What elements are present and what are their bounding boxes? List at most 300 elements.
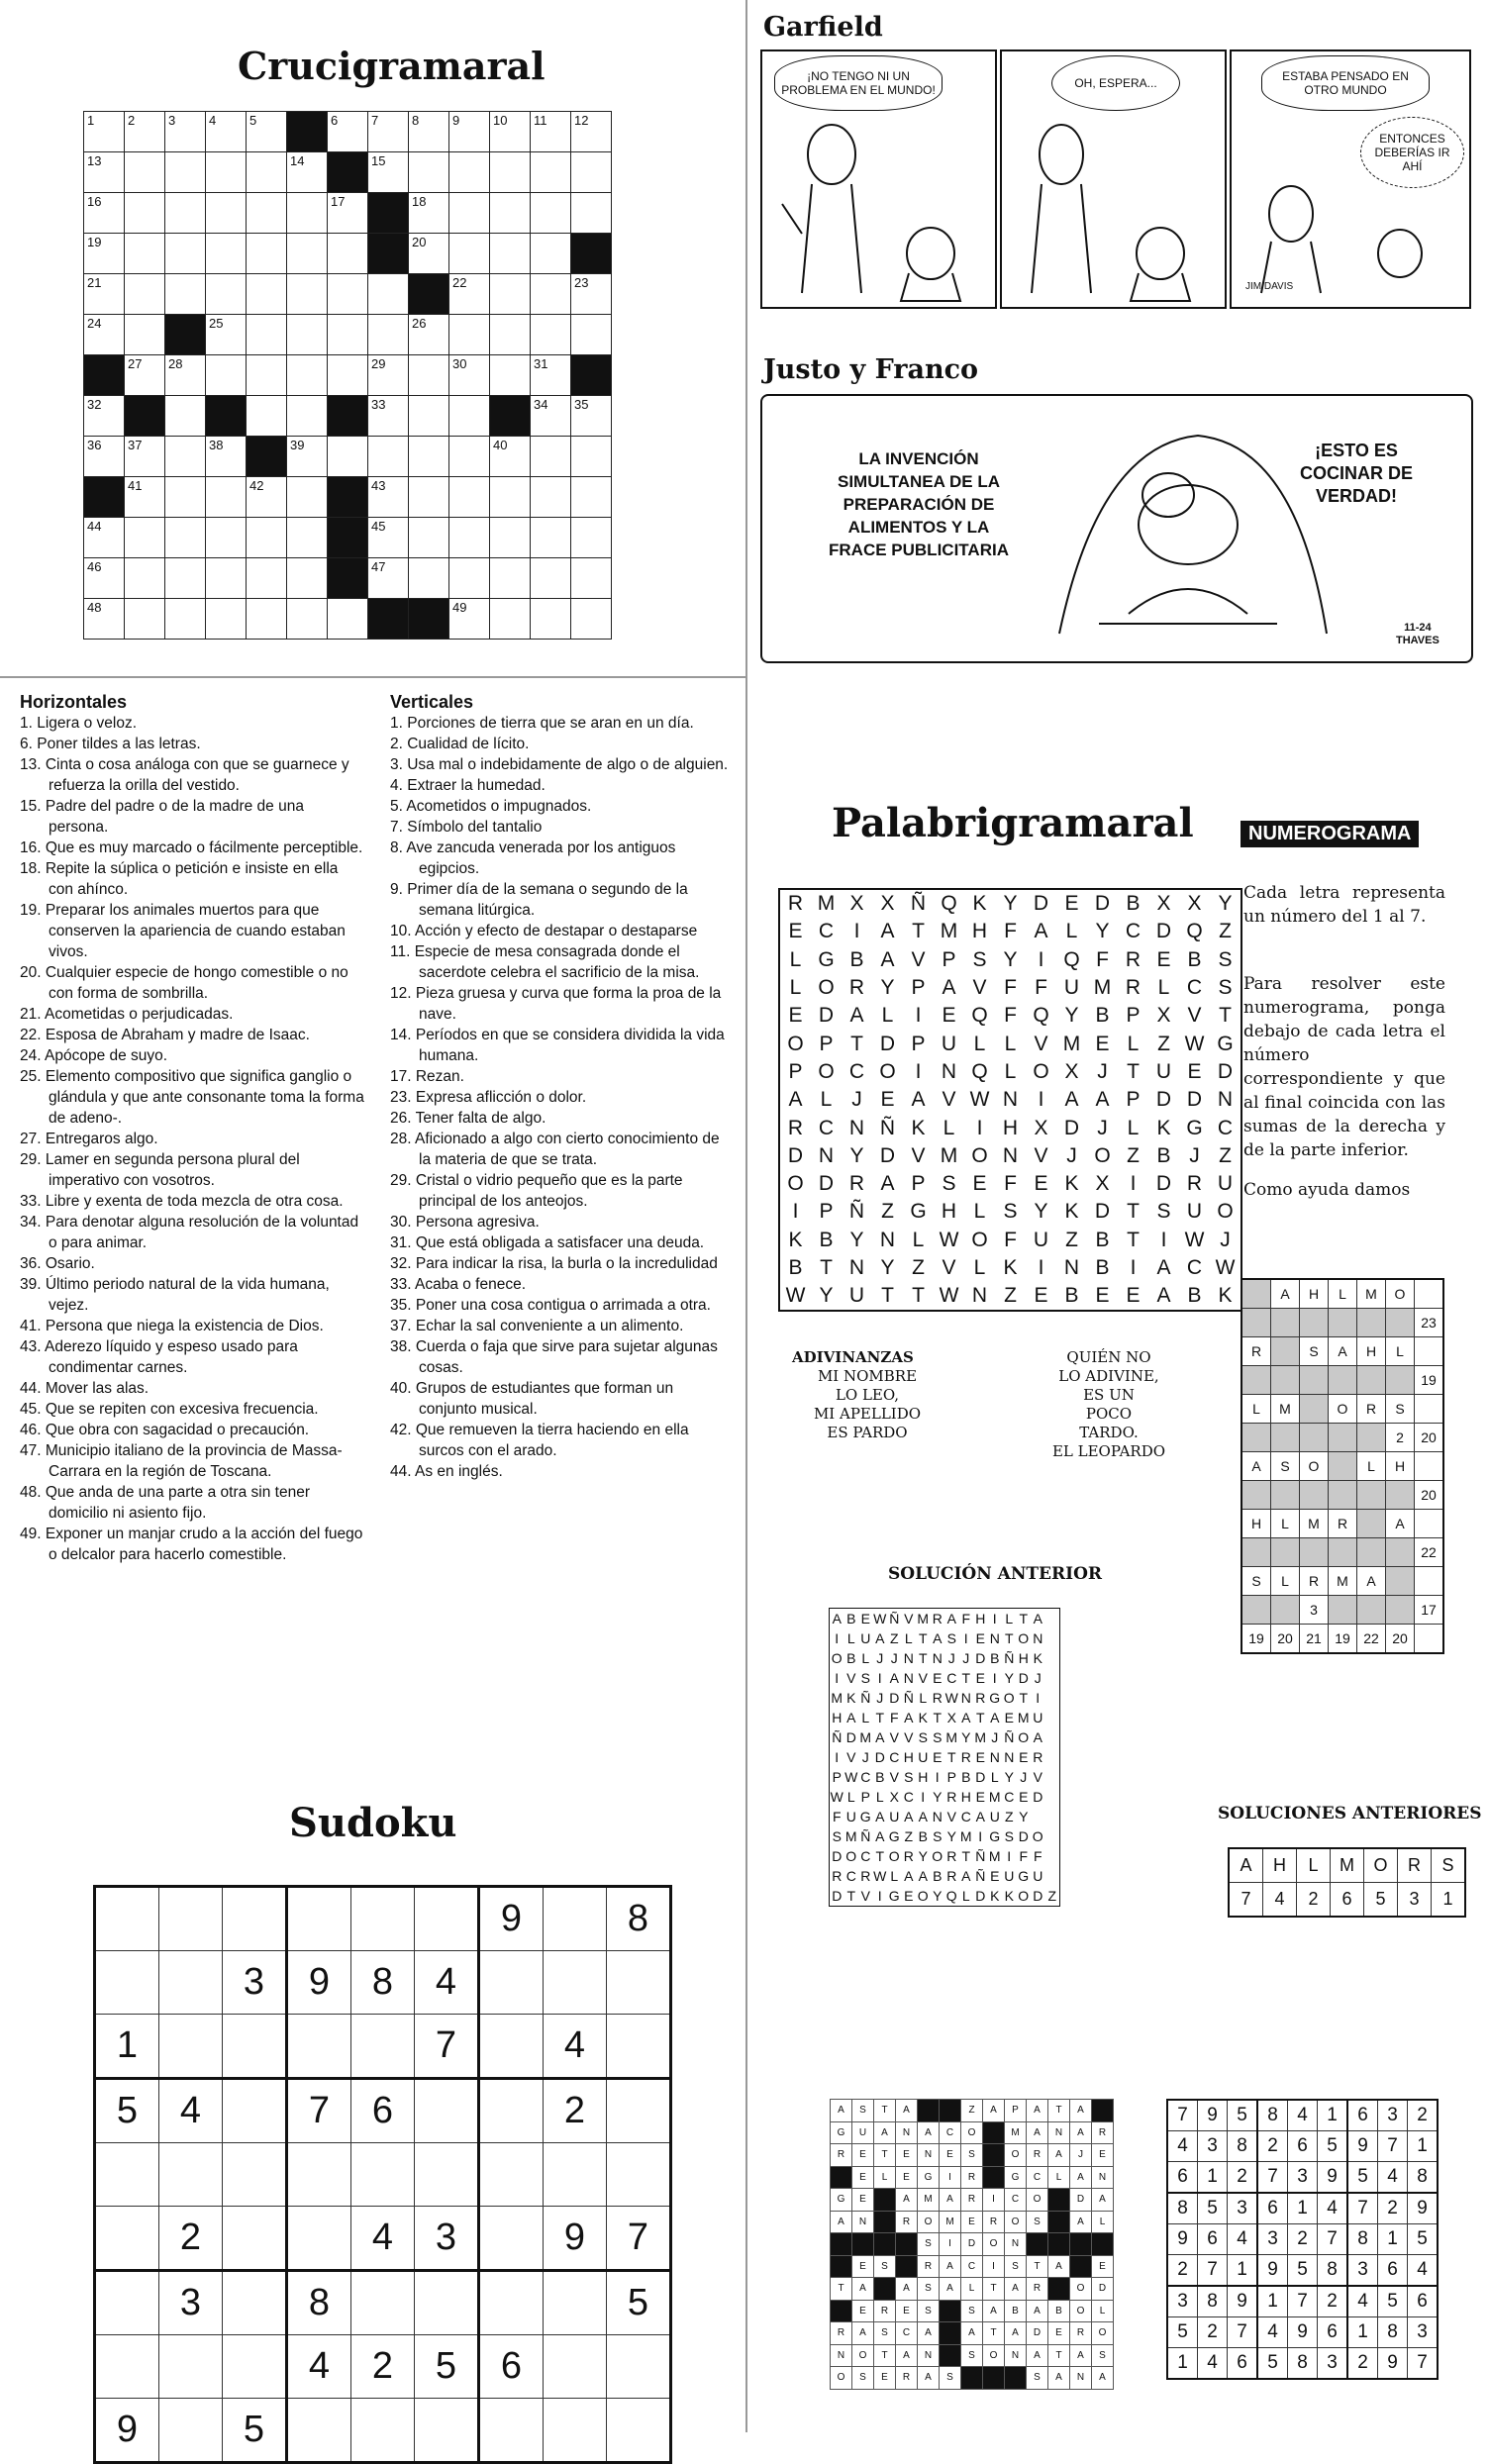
letter-cell[interactable]: L <box>1157 976 1170 1000</box>
letter-cell[interactable]: U <box>1217 1172 1234 1196</box>
sudoku-cell[interactable] <box>223 2207 287 2271</box>
letter-cell[interactable]: R <box>787 1116 804 1139</box>
letter-cell[interactable]: Q <box>1033 1004 1049 1028</box>
letter-cell[interactable]: P <box>942 947 956 971</box>
letter-cell[interactable]: L <box>1127 1116 1140 1139</box>
crossword-cell[interactable] <box>328 112 368 152</box>
letter-cell[interactable]: I <box>1130 1256 1137 1279</box>
letter-cell[interactable]: E <box>1034 1172 1048 1196</box>
crossword-cell[interactable] <box>490 234 531 274</box>
letter-cell[interactable]: N <box>1002 1143 1019 1167</box>
letter-cell[interactable]: Z <box>1004 1284 1017 1308</box>
letter-cell[interactable]: A <box>1034 920 1048 943</box>
numerograma-cell[interactable] <box>1241 1481 1271 1510</box>
letter-cell[interactable]: P <box>1126 1004 1141 1028</box>
letter-cell[interactable]: R <box>1125 976 1142 1000</box>
letter-cell[interactable]: T <box>1219 1004 1232 1028</box>
letter-cell[interactable]: D <box>1186 1088 1203 1112</box>
crossword-cell[interactable] <box>165 234 206 274</box>
crossword-cell[interactable] <box>490 518 531 558</box>
crossword-cell[interactable] <box>125 274 165 315</box>
letter-cell[interactable]: O <box>1094 1143 1111 1167</box>
crossword-cell[interactable] <box>368 112 409 152</box>
crossword-cell[interactable] <box>247 477 287 518</box>
numerograma-cell[interactable] <box>1241 1366 1271 1395</box>
crossword-cell[interactable] <box>531 152 571 193</box>
crossword-cell[interactable] <box>287 274 328 315</box>
sudoku-cell[interactable]: 9 <box>479 1887 544 1951</box>
sudoku-cell[interactable] <box>223 2335 287 2399</box>
letter-cell[interactable]: I <box>1038 1088 1044 1112</box>
letter-cell[interactable]: V <box>911 947 926 971</box>
letter-cell[interactable]: U <box>1186 1200 1203 1224</box>
crossword-cell[interactable] <box>84 234 125 274</box>
letter-cell[interactable]: U <box>1063 976 1080 1000</box>
crossword-cell[interactable] <box>490 193 531 234</box>
letter-cell[interactable]: O <box>818 1059 835 1083</box>
crossword-cell[interactable] <box>247 152 287 193</box>
crossword-cell[interactable] <box>368 518 409 558</box>
crossword-cell[interactable] <box>247 234 287 274</box>
letter-cell[interactable]: V <box>1187 1004 1202 1028</box>
letter-cell[interactable]: Z <box>1065 1228 1078 1251</box>
numerograma-cell[interactable] <box>1386 1481 1415 1510</box>
crossword-cell[interactable] <box>368 152 409 193</box>
letter-cell[interactable]: N <box>971 1284 988 1308</box>
sudoku-cell[interactable]: 3 <box>415 2207 479 2271</box>
sudoku-cell[interactable]: 8 <box>607 1887 671 1951</box>
crossword-cell[interactable] <box>206 112 247 152</box>
crossword-cell[interactable] <box>490 599 531 640</box>
letter-cell[interactable]: B <box>1187 1284 1202 1308</box>
letter-cell[interactable]: P <box>911 1032 926 1055</box>
crossword-cell[interactable] <box>287 558 328 599</box>
letter-cell[interactable]: N <box>941 1059 957 1083</box>
letter-cell[interactable]: Y <box>1003 947 1018 971</box>
letter-cell[interactable]: E <box>1187 1059 1202 1083</box>
letter-cell[interactable]: J <box>1066 1143 1077 1167</box>
sudoku-cell[interactable] <box>223 2143 287 2207</box>
letter-cell[interactable]: P <box>819 1032 834 1055</box>
letter-cell[interactable]: D <box>1155 1088 1172 1112</box>
crossword-cell[interactable] <box>287 437 328 477</box>
letter-cell[interactable]: X <box>880 892 895 916</box>
letter-cell[interactable]: R <box>848 976 865 1000</box>
sudoku-cell[interactable] <box>479 2271 544 2335</box>
crossword-cell[interactable] <box>531 518 571 558</box>
letter-cell[interactable]: A <box>880 1172 895 1196</box>
letter-cell[interactable]: L <box>1004 1032 1017 1055</box>
sudoku-grid[interactable] <box>93 1885 672 2464</box>
letter-cell[interactable]: I <box>1160 1228 1167 1251</box>
letter-cell[interactable]: S <box>1218 976 1233 1000</box>
crossword-cell[interactable] <box>571 599 612 640</box>
crossword-cell[interactable] <box>328 234 368 274</box>
sudoku-cell[interactable] <box>479 2143 544 2207</box>
letter-cell[interactable]: O <box>879 1059 896 1083</box>
sudoku-cell[interactable] <box>287 2015 351 2079</box>
letter-cell[interactable]: D <box>787 1143 804 1167</box>
letter-cell[interactable]: W <box>1184 1032 1205 1055</box>
crossword-cell[interactable] <box>165 193 206 234</box>
crossword-cell[interactable] <box>409 152 449 193</box>
crossword-cell[interactable] <box>571 112 612 152</box>
crossword-cell[interactable] <box>531 112 571 152</box>
numerograma-cell[interactable] <box>1357 1424 1386 1452</box>
letter-cell[interactable]: B <box>1064 1284 1079 1308</box>
letter-cell[interactable]: O <box>787 1172 804 1196</box>
letter-cell[interactable]: O <box>787 1032 804 1055</box>
sudoku-cell[interactable]: 3 <box>159 2271 223 2335</box>
crossword-cell[interactable] <box>165 518 206 558</box>
crossword-cell[interactable] <box>409 477 449 518</box>
letter-cell[interactable]: V <box>942 1256 956 1279</box>
sudoku-cell[interactable]: 7 <box>415 2015 479 2079</box>
crossword-cell[interactable] <box>449 315 490 355</box>
letter-cell[interactable]: T <box>881 1284 894 1308</box>
letter-cell[interactable]: S <box>1218 947 1233 971</box>
letter-cell[interactable]: Y <box>819 1284 834 1308</box>
letter-cell[interactable]: L <box>789 947 802 971</box>
letter-cell[interactable]: W <box>1184 1228 1205 1251</box>
sudoku-cell[interactable]: 2 <box>544 2079 607 2143</box>
letter-cell[interactable]: F <box>1004 1004 1017 1028</box>
letter-cell[interactable]: N <box>1002 1088 1019 1112</box>
letter-cell[interactable]: A <box>849 1004 864 1028</box>
sudoku-cell[interactable] <box>287 2207 351 2271</box>
letter-cell[interactable]: D <box>879 1032 896 1055</box>
crossword-cell[interactable] <box>165 599 206 640</box>
sudoku-cell[interactable] <box>544 2399 607 2463</box>
crossword-cell[interactable] <box>490 558 531 599</box>
letter-cell[interactable]: Z <box>1219 920 1232 943</box>
letter-cell[interactable]: K <box>1064 1172 1079 1196</box>
crossword-cell[interactable] <box>409 234 449 274</box>
letter-cell[interactable]: O <box>1217 1200 1234 1224</box>
crossword-cell[interactable] <box>490 355 531 396</box>
letter-cell[interactable]: I <box>792 1200 799 1224</box>
letter-cell[interactable]: P <box>788 1059 803 1083</box>
sudoku-cell[interactable] <box>95 1887 159 1951</box>
word-search-grid[interactable] <box>778 888 1242 1312</box>
letter-cell[interactable]: A <box>1095 1088 1110 1112</box>
letter-cell[interactable]: B <box>788 1256 803 1279</box>
crossword-cell[interactable] <box>247 518 287 558</box>
crossword-grid[interactable] <box>83 111 612 640</box>
sudoku-cell[interactable] <box>351 2399 415 2463</box>
letter-cell[interactable]: L <box>973 1032 986 1055</box>
sudoku-cell[interactable]: 5 <box>95 2079 159 2143</box>
letter-cell[interactable]: U <box>848 1284 865 1308</box>
letter-cell[interactable]: K <box>788 1228 803 1251</box>
sudoku-cell[interactable] <box>95 2143 159 2207</box>
crossword-cell[interactable] <box>84 518 125 558</box>
letter-cell[interactable]: J <box>1097 1116 1108 1139</box>
letter-cell[interactable]: Q <box>1063 947 1080 971</box>
letter-cell[interactable]: T <box>1127 1059 1140 1083</box>
crossword-cell[interactable] <box>247 315 287 355</box>
letter-cell[interactable]: S <box>1156 1200 1171 1224</box>
sudoku-cell[interactable] <box>479 2079 544 2143</box>
numerograma-cell[interactable] <box>1357 1309 1386 1337</box>
letter-cell[interactable]: P <box>1126 1088 1141 1112</box>
crossword-cell[interactable] <box>571 152 612 193</box>
crossword-cell[interactable] <box>409 355 449 396</box>
sudoku-cell[interactable] <box>223 2079 287 2143</box>
sudoku-cell[interactable]: 5 <box>223 2399 287 2463</box>
sudoku-cell[interactable] <box>607 2143 671 2207</box>
crossword-cell[interactable] <box>287 315 328 355</box>
numerograma-cell[interactable] <box>1271 1481 1300 1510</box>
numerograma-grid[interactable] <box>1241 1278 1444 1654</box>
numerograma-cell[interactable] <box>1300 1424 1329 1452</box>
numerograma-cell[interactable] <box>1329 1452 1357 1481</box>
crossword-cell[interactable] <box>206 518 247 558</box>
crossword-cell[interactable] <box>409 315 449 355</box>
letter-cell[interactable]: I <box>1130 1172 1137 1196</box>
letter-cell[interactable]: V <box>1034 1143 1048 1167</box>
letter-cell[interactable]: E <box>1156 947 1171 971</box>
letter-cell[interactable]: C <box>1217 1116 1234 1139</box>
letter-cell[interactable]: B <box>1156 1143 1171 1167</box>
crossword-cell[interactable] <box>165 558 206 599</box>
letter-cell[interactable]: H <box>1002 1116 1019 1139</box>
crossword-cell[interactable] <box>571 274 612 315</box>
crossword-cell[interactable] <box>449 396 490 437</box>
numerograma-cell[interactable] <box>1357 1596 1386 1625</box>
letter-cell[interactable]: T <box>850 1032 863 1055</box>
letter-cell[interactable]: Ñ <box>848 1200 865 1224</box>
numerograma-cell[interactable] <box>1357 1481 1386 1510</box>
letter-cell[interactable]: L <box>789 976 802 1000</box>
letter-cell[interactable]: D <box>1094 1200 1111 1224</box>
letter-cell[interactable]: B <box>1095 1256 1110 1279</box>
crossword-cell[interactable] <box>165 274 206 315</box>
letter-cell[interactable]: L <box>912 1228 925 1251</box>
numerograma-cell[interactable] <box>1271 1424 1300 1452</box>
numerograma-cell[interactable] <box>1271 1366 1300 1395</box>
numerograma-cell[interactable] <box>1329 1596 1357 1625</box>
letter-cell[interactable]: Y <box>849 1143 864 1167</box>
letter-cell[interactable]: A <box>880 920 895 943</box>
sudoku-cell[interactable] <box>287 2143 351 2207</box>
letter-cell[interactable]: Q <box>971 1059 988 1083</box>
letter-cell[interactable]: W <box>939 1284 959 1308</box>
sudoku-cell[interactable] <box>223 2271 287 2335</box>
crossword-cell[interactable] <box>125 355 165 396</box>
sudoku-cell[interactable] <box>351 1887 415 1951</box>
letter-cell[interactable]: Z <box>1219 1143 1232 1167</box>
numerograma-cell[interactable] <box>1357 1538 1386 1567</box>
letter-cell[interactable]: L <box>1127 1032 1140 1055</box>
letter-cell[interactable]: A <box>942 976 956 1000</box>
crossword-cell[interactable] <box>287 355 328 396</box>
numerograma-cell[interactable] <box>1271 1337 1300 1366</box>
sudoku-cell[interactable] <box>223 1887 287 1951</box>
letter-cell[interactable]: R <box>1125 947 1142 971</box>
crossword-cell[interactable] <box>368 274 409 315</box>
sudoku-cell[interactable] <box>544 2335 607 2399</box>
sudoku-cell[interactable] <box>415 2271 479 2335</box>
crossword-cell[interactable] <box>409 112 449 152</box>
letter-cell[interactable]: X <box>1034 1116 1048 1139</box>
letter-cell[interactable]: K <box>1218 1284 1233 1308</box>
crossword-cell[interactable] <box>449 355 490 396</box>
letter-cell[interactable]: P <box>819 1200 834 1224</box>
crossword-cell[interactable] <box>84 112 125 152</box>
crossword-cell[interactable] <box>287 193 328 234</box>
crossword-cell[interactable] <box>165 396 206 437</box>
letter-cell[interactable]: X <box>849 892 864 916</box>
letter-cell[interactable]: D <box>818 1172 835 1196</box>
crossword-cell[interactable] <box>490 477 531 518</box>
sudoku-cell[interactable]: 5 <box>415 2335 479 2399</box>
sudoku-cell[interactable]: 1 <box>95 2015 159 2079</box>
crossword-cell[interactable] <box>84 599 125 640</box>
crossword-cell[interactable] <box>328 193 368 234</box>
letter-cell[interactable]: W <box>1215 1256 1236 1279</box>
sudoku-cell[interactable] <box>159 2399 223 2463</box>
crossword-cell[interactable] <box>125 152 165 193</box>
letter-cell[interactable]: I <box>853 920 860 943</box>
letter-cell[interactable]: N <box>1217 1088 1234 1112</box>
sudoku-cell[interactable]: 4 <box>287 2335 351 2399</box>
letter-cell[interactable]: K <box>1003 1256 1018 1279</box>
letter-cell[interactable]: C <box>818 920 835 943</box>
letter-cell[interactable]: V <box>942 1088 956 1112</box>
crossword-cell[interactable] <box>490 274 531 315</box>
crossword-cell[interactable] <box>409 518 449 558</box>
crossword-cell[interactable] <box>125 599 165 640</box>
crossword-cell[interactable] <box>206 558 247 599</box>
letter-cell[interactable]: W <box>785 1284 806 1308</box>
letter-cell[interactable]: E <box>1034 1284 1048 1308</box>
letter-cell[interactable]: N <box>1063 1256 1080 1279</box>
letter-cell[interactable]: Y <box>1064 1004 1079 1028</box>
letter-cell[interactable]: F <box>1004 920 1017 943</box>
letter-cell[interactable]: L <box>973 1200 986 1224</box>
sudoku-cell[interactable] <box>159 1951 223 2015</box>
letter-cell[interactable]: L <box>881 1004 894 1028</box>
crossword-cell[interactable] <box>247 599 287 640</box>
letter-cell[interactable]: C <box>1125 920 1142 943</box>
sudoku-cell[interactable]: 7 <box>607 2207 671 2271</box>
letter-cell[interactable]: M <box>1093 976 1112 1000</box>
sudoku-cell[interactable] <box>479 2207 544 2271</box>
crossword-cell[interactable] <box>449 274 490 315</box>
crossword-cell[interactable] <box>449 477 490 518</box>
crossword-cell[interactable] <box>206 274 247 315</box>
crossword-cell[interactable] <box>165 112 206 152</box>
crossword-cell[interactable] <box>84 396 125 437</box>
crossword-cell[interactable] <box>409 558 449 599</box>
letter-cell[interactable]: C <box>1186 976 1203 1000</box>
letter-cell[interactable]: X <box>1156 892 1171 916</box>
letter-cell[interactable]: Ñ <box>910 892 927 916</box>
letter-cell[interactable]: E <box>1064 892 1079 916</box>
crossword-cell[interactable] <box>571 193 612 234</box>
letter-cell[interactable]: W <box>969 1088 990 1112</box>
letter-cell[interactable]: X <box>1095 1172 1110 1196</box>
sudoku-cell[interactable] <box>287 2399 351 2463</box>
numerograma-cell[interactable] <box>1241 1596 1271 1625</box>
sudoku-cell[interactable] <box>159 1887 223 1951</box>
crossword-cell[interactable] <box>165 437 206 477</box>
letter-cell[interactable]: E <box>880 1088 895 1112</box>
crossword-cell[interactable] <box>490 437 531 477</box>
crossword-cell[interactable] <box>287 234 328 274</box>
letter-cell[interactable]: I <box>1038 947 1044 971</box>
crossword-cell[interactable] <box>287 518 328 558</box>
crossword-cell[interactable] <box>206 315 247 355</box>
sudoku-cell[interactable] <box>95 1951 159 2015</box>
letter-cell[interactable]: S <box>942 1172 956 1196</box>
letter-cell[interactable]: D <box>1063 1116 1080 1139</box>
crossword-cell[interactable] <box>490 315 531 355</box>
crossword-cell[interactable] <box>571 437 612 477</box>
crossword-cell[interactable] <box>206 437 247 477</box>
sudoku-cell[interactable] <box>351 2015 415 2079</box>
sudoku-cell[interactable]: 4 <box>159 2079 223 2143</box>
letter-cell[interactable]: J <box>1189 1143 1200 1167</box>
letter-cell[interactable]: O <box>971 1228 988 1251</box>
crossword-cell[interactable] <box>490 152 531 193</box>
letter-cell[interactable]: T <box>1127 1200 1140 1224</box>
numerograma-cell[interactable] <box>1386 1596 1415 1625</box>
letter-cell[interactable]: D <box>1033 892 1049 916</box>
letter-cell[interactable]: Y <box>1034 1200 1048 1224</box>
crossword-cell[interactable] <box>247 396 287 437</box>
crossword-cell[interactable] <box>84 152 125 193</box>
letter-cell[interactable]: D <box>1155 1172 1172 1196</box>
crossword-cell[interactable] <box>247 558 287 599</box>
letter-cell[interactable]: L <box>820 1088 833 1112</box>
sudoku-cell[interactable]: 4 <box>544 2015 607 2079</box>
letter-cell[interactable]: E <box>942 1004 956 1028</box>
crossword-cell[interactable] <box>328 274 368 315</box>
letter-cell[interactable]: Y <box>1095 920 1110 943</box>
letter-cell[interactable]: X <box>1064 1059 1079 1083</box>
letter-cell[interactable]: B <box>819 1228 834 1251</box>
numerograma-cell[interactable] <box>1329 1366 1357 1395</box>
numerograma-cell[interactable] <box>1300 1309 1329 1337</box>
letter-cell[interactable]: A <box>880 947 895 971</box>
sudoku-cell[interactable]: 2 <box>351 2335 415 2399</box>
letter-cell[interactable]: B <box>1187 947 1202 971</box>
letter-cell[interactable]: F <box>1004 1172 1017 1196</box>
crossword-cell[interactable] <box>531 437 571 477</box>
letter-cell[interactable]: H <box>941 1200 957 1224</box>
numerograma-cell[interactable] <box>1300 1538 1329 1567</box>
sudoku-cell[interactable] <box>544 1887 607 1951</box>
numerograma-cell[interactable] <box>1300 1481 1329 1510</box>
letter-cell[interactable]: L <box>1004 1059 1017 1083</box>
sudoku-cell[interactable] <box>351 2271 415 2335</box>
crossword-cell[interactable] <box>287 477 328 518</box>
sudoku-cell[interactable] <box>479 2399 544 2463</box>
sudoku-cell[interactable]: 7 <box>287 2079 351 2143</box>
letter-cell[interactable]: D <box>1094 892 1111 916</box>
letter-cell[interactable]: Q <box>1186 920 1203 943</box>
crossword-cell[interactable] <box>125 518 165 558</box>
sudoku-cell[interactable]: 3 <box>223 1951 287 2015</box>
crossword-cell[interactable] <box>531 477 571 518</box>
crossword-cell[interactable] <box>84 274 125 315</box>
numerograma-cell[interactable] <box>1271 1538 1300 1567</box>
crossword-cell[interactable] <box>571 558 612 599</box>
crossword-cell[interactable] <box>449 152 490 193</box>
letter-cell[interactable]: D <box>1217 1059 1234 1083</box>
